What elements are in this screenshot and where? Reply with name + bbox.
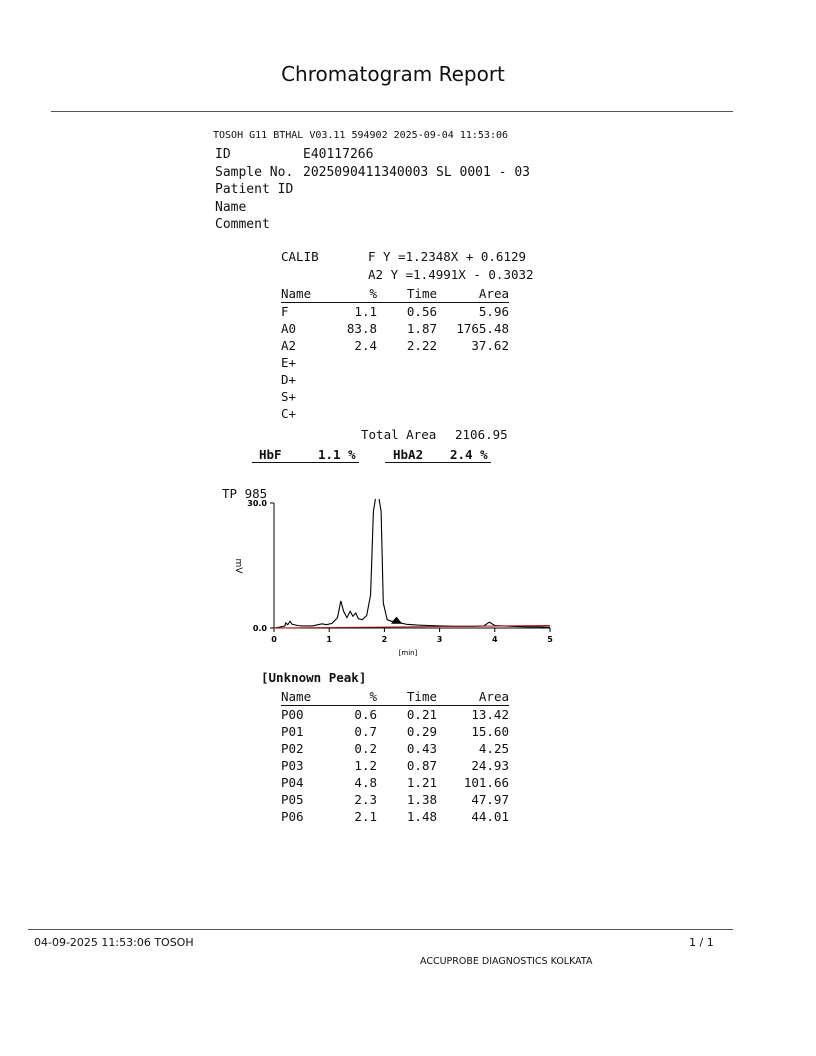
column-header: Area (437, 285, 509, 303)
calib-label: CALIB (281, 249, 319, 264)
unknown-peak-table-header (281, 688, 509, 706)
hba2-label: HbA2 (393, 447, 424, 462)
table-cell: 15.60 (471, 724, 509, 739)
unknown-peak-row (281, 706, 509, 724)
table-cell: 1765.48 (456, 321, 509, 336)
calib-equation-a2: A2 Y =1.4991X - 0.3032 (368, 267, 534, 282)
table-cell: P05 (281, 792, 304, 807)
table-cell: 0.6 (354, 707, 377, 722)
table-cell: 1.38 (406, 792, 437, 807)
x-tick-label: 0 (271, 635, 277, 644)
table-cell: 1.1 (354, 304, 377, 319)
table-cell: 83.8 (346, 321, 377, 336)
report-title: Chromatogram Report (281, 62, 505, 86)
unknown-peak-table (281, 688, 509, 825)
hbf-value: 1.1 % (318, 447, 356, 462)
table-cell: 101.66 (463, 775, 509, 790)
unknown-peak-row (281, 791, 509, 808)
instrument-line: TOSOH G11 BTHAL V03.11 594902 2025-09-04 11:53:06 (213, 130, 509, 141)
chart-label: TP 985 (222, 486, 268, 501)
table-cell: 2.3 (354, 792, 377, 807)
unknown-peak-row (281, 808, 509, 825)
table-cell: 1.2 (354, 758, 377, 773)
bottom-divider (28, 929, 733, 930)
column-header: Time (377, 688, 437, 706)
column-header: Area (437, 688, 509, 706)
footer-page-number: 1 / 1 (689, 936, 714, 949)
x-tick-label: 1 (326, 635, 332, 644)
table-cell: A0 (281, 321, 297, 336)
table-cell: 1.48 (406, 809, 437, 824)
table-cell: C+ (281, 406, 297, 421)
column-header: % (343, 285, 377, 303)
y-tick-label: 30.0 (247, 499, 267, 508)
y-tick-label: 0.0 (252, 624, 267, 633)
table-cell: 0.21 (406, 707, 437, 722)
total-area-value: 2106.95 (455, 427, 508, 442)
x-tick-label: 5 (547, 635, 553, 644)
field-label: ID (215, 147, 231, 162)
footer-timestamp: 04-09-2025 11:53:06 TOSOH (34, 936, 194, 949)
unknown-peak-title: [Unknown Peak] (261, 670, 367, 685)
field-value: E40117266 (303, 147, 374, 162)
y-axis-label: mV (233, 558, 243, 574)
table-cell: 44.01 (471, 809, 509, 824)
x-tick-label: 2 (381, 635, 388, 644)
table-cell: P04 (281, 775, 304, 790)
table-cell: 0.2 (354, 741, 377, 756)
column-header: % (343, 688, 377, 706)
table-cell: 0.7 (354, 724, 377, 739)
table-cell: 37.62 (471, 338, 509, 353)
hbf-label: HbF (259, 447, 282, 462)
table-cell: 0.43 (406, 741, 437, 756)
table-cell: 1.21 (406, 775, 437, 790)
field-label: Comment (215, 217, 270, 232)
chromatogram-trace (274, 498, 550, 628)
table-cell: P00 (281, 707, 304, 722)
x-tick-label: 3 (436, 635, 443, 644)
unknown-peak-row (281, 723, 509, 740)
table-cell: D+ (281, 372, 297, 387)
calib-equation-f: F Y =1.2348X + 0.6129 (368, 249, 527, 264)
table-cell: P02 (281, 741, 304, 756)
field-value: 2025090411340003 SL 0001 - 03 (303, 164, 530, 180)
column-header: Time (377, 285, 437, 303)
table-cell: 0.56 (406, 304, 437, 319)
footer-lab-name: ACCUPROBE DIAGNOSTICS KOLKATA (420, 956, 593, 967)
table-cell: 13.42 (471, 707, 509, 722)
field-label: Sample No. (215, 164, 294, 180)
table-cell: 4.25 (478, 741, 509, 756)
total-area-label: Total Area (361, 427, 437, 442)
table-cell: 47.97 (471, 792, 509, 807)
table-cell: P06 (281, 809, 304, 824)
x-tick-label: 4 (492, 635, 498, 644)
unknown-peak-row (281, 774, 509, 791)
table-cell: E+ (281, 355, 297, 370)
column-header: Name (281, 688, 343, 706)
table-cell: 2.4 (354, 338, 377, 353)
table-cell: P03 (281, 758, 304, 773)
unknown-peak-row (281, 740, 509, 757)
table-cell: A2 (281, 338, 297, 353)
unknown-peak-row (281, 757, 509, 774)
table-cell: 4.8 (354, 775, 377, 790)
table-cell: 5.96 (478, 304, 509, 319)
table-cell: 2.22 (406, 338, 437, 353)
table-cell: 0.29 (406, 724, 437, 739)
table-cell: 1.87 (406, 321, 437, 336)
table-cell: F (281, 304, 289, 319)
field-label: Patient ID (215, 182, 294, 197)
x-axis-label: [min] (398, 649, 418, 657)
hba2-value: 2.4 % (450, 447, 488, 462)
field-label: Name (215, 199, 247, 215)
a2-peak-fill (391, 618, 402, 624)
table-cell: 0.87 (406, 758, 437, 773)
table-cell: S+ (281, 389, 297, 404)
table-cell: 2.1 (354, 809, 377, 824)
table-cell: P01 (281, 724, 304, 739)
table-cell: 24.93 (471, 758, 509, 773)
column-header: Name (281, 285, 343, 303)
